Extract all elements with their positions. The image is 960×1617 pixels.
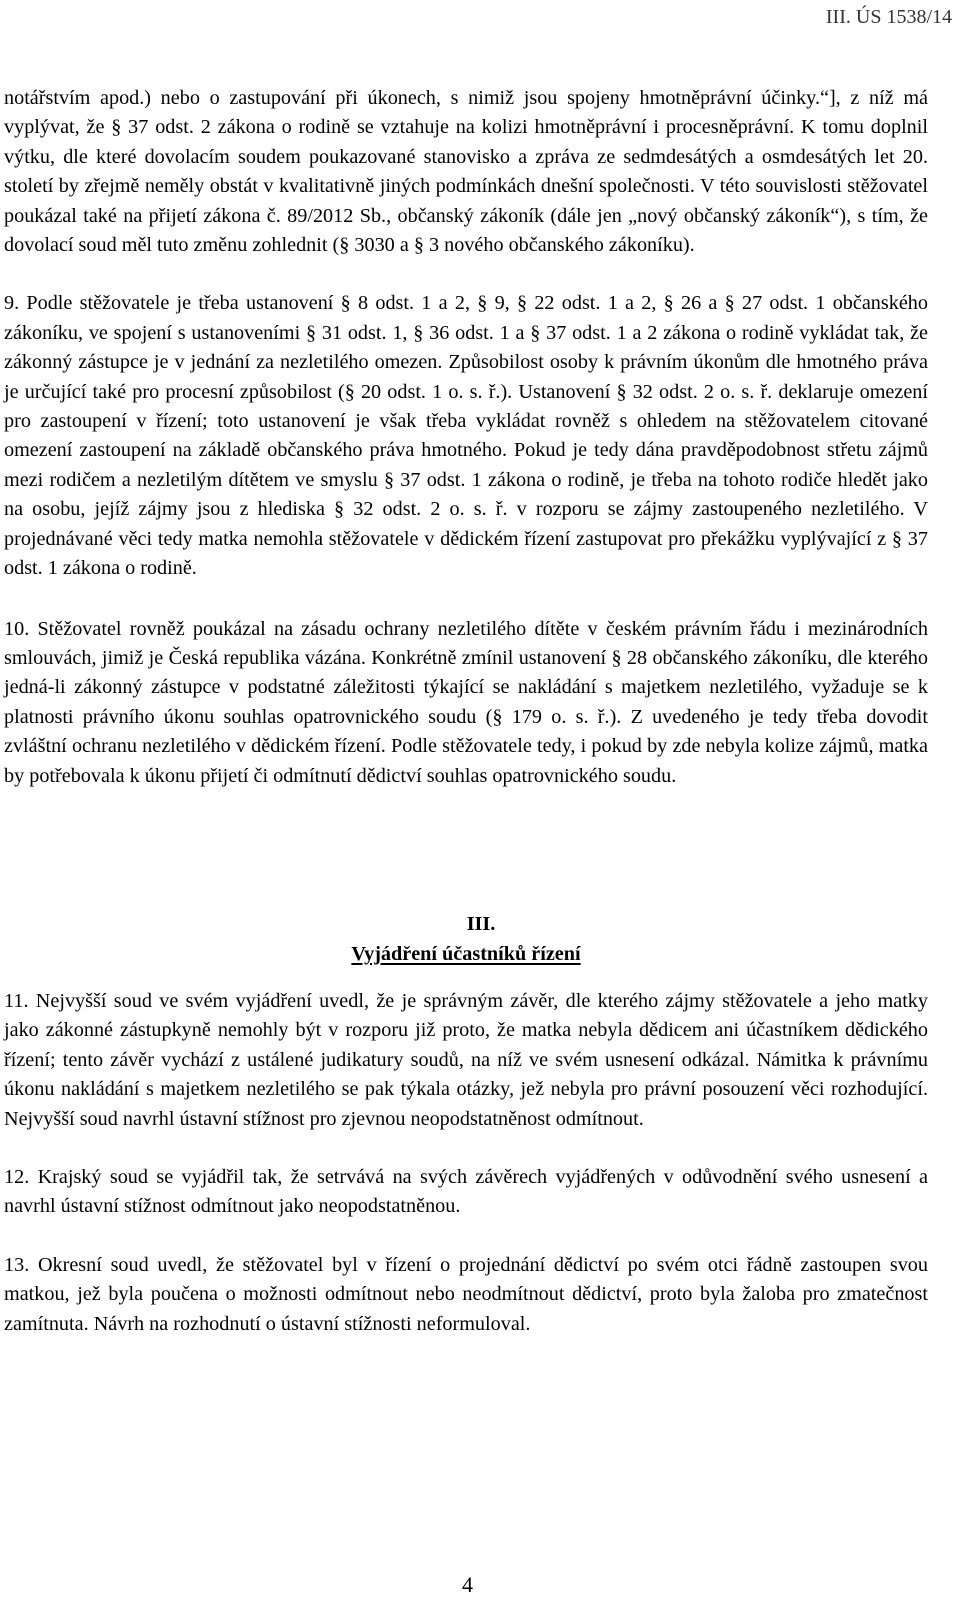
paragraph-13: 13. Okresní soud uvedl, že stěžovatel byl v řízení o projednání dědictví po svém otci řádně zastoupen svou matkou, jež byla poučena o možnosti odmítnout nebo neodmítnout dědictví, proto byla žaloba pro zmatečnost zamítnuta. Návrh na rozhodnutí o ústavní stížnosti neformuloval. (4, 1253, 928, 1335)
paragraph-10: 10. Stěžovatel rovněž poukázal na zásadu ochrany nezletilého dítěte v českém právním řádu i mezinárodních smlouvách, jimiž je Česká republika vázána. Konkrétně zmínil ustanovení § 28 občanského zákoníku, dle kterého jedná-li zákonný zástupce v podstatné záležitosti týkající se nakládání s majetkem nezletilého, vyžaduje se k platnosti právního úkonu souhlas opatrovnického soudu (§ 179 o. s. ř.). Z uvedeného je tedy třeba dovodit zvláštní ochranu nezletilého v dědickém řízení. Podle stěžovatele tedy, i pokud by zde nebyla kolize zájmů, matka by potřebovala k úkonu přijetí či odmítnutí dědictví souhlas opatrovnického soudu. (4, 617, 928, 787)
document-body (4, 84, 928, 1339)
case-reference: III. ÚS 1538/14 (825, 6, 952, 28)
paragraph-12: 12. Krajský soud se vyjádřil tak, že setrvává na svých závěrech vyjádřených v odůvodnění svého usnesení a navrhl ústavní stížnost odmítnout jako neopodstatněnou. (4, 1165, 928, 1218)
paragraph-11: 11. Nejvyšší soud ve svém vyjádření uvedl, že je správným závěr, dle kterého zájmy stěžovatele a jeho matky jako zákonné zástupkyně nemohly být v rozporu již proto, že matka nebyla dědicem ani účastníkem dědického řízení; tento závěr vychází z ustálené judikatury soudů, na níž ve svém usnesení odkázal. Námitka k právnímu úkonu nakládání s majetkem nezletilého se pak týkala otázky, jež nebyla pro právní posouzení věci rozhodující. Nejvyšší soud navrhl ústavní stížnost pro zjevnou neopodstatněnost odmítnout. (4, 989, 928, 1130)
section-heading (4, 909, 928, 969)
page-number: 4 (462, 1572, 473, 1597)
section-number: III. (466, 912, 496, 935)
paragraph-9: 9. Podle stěžovatele je třeba ustanovení § 8 odst. 1 a 2, § 9, § 22 odst. 1 a 2, § 26 a § 27 odst. 1 občanského zákoníku, ve spojení s ustanoveními § 31 odst. 1, § 36 odst. 1 a § 37 odst. 1 a 2 zákona o rodině vykládat tak, že zákonný zástupce je v jednání za nezletilého omezen. Způsobilost osoby k právním úkonům dle hmotného práva je určující také pro procesní způsobilost (§ 20 odst. 1 o. s. ř.). Ustanovení § 32 odst. 2 o. s. ř. deklaruje omezení pro zastoupení v řízení; toto ustanovení je však třeba vykládat rovněž s ohledem na stěžovatelem citované omezení zastoupení na základě občanského práva hmotného. Pokud je tedy dána pravděpodobnost střetu zájmů mezi rodičem a nezletilým dítětem ve smyslu § 37 odst. 1 zákona o rodině, je třeba na tohoto rodiče hledět jako na osobu, jejíž zájmy jsou z hlediska § 32 odst. 2 o. s. ř. v rozporu se zájmy zastoupeného nezletilého. V projednávané věci tedy matka nemohla stěžovatele v dědickém řízení zastupovat pro překážku vyplývající z § 37 odst. 1 zákona o rodině. (4, 292, 928, 580)
paragraph-8-continuation: notářstvím apod.) nebo o zastupování při úkonech, s nimiž jsou spojeny hmotněprávní účinky.“], z níž má vyplývat, že § 37 odst. 2 zákona o rodině se vztahuje na kolizi hmotněprávní i procesněprávní. K tomu doplnil výtku, dle které dovolacím soudem poukazované stanovisko a zpráva ze sedmdesátých a osmdesátých let 20. století by zřejmě neměly obstát v kvalitativně jiných podmínkách dnešní společnosti. V této souvislosti stěžovatel poukázal také na přijetí zákona č. 89/2012 Sb., občanský zákoník (dále jen „nový občanský zákoník“), s tím, že dovolací soud měl tuto změnu zohlednit (§ 3030 a § 3 nového občanského zákoníku). (4, 87, 928, 257)
section-title: Vyjádření účastníků řízení (351, 942, 581, 965)
